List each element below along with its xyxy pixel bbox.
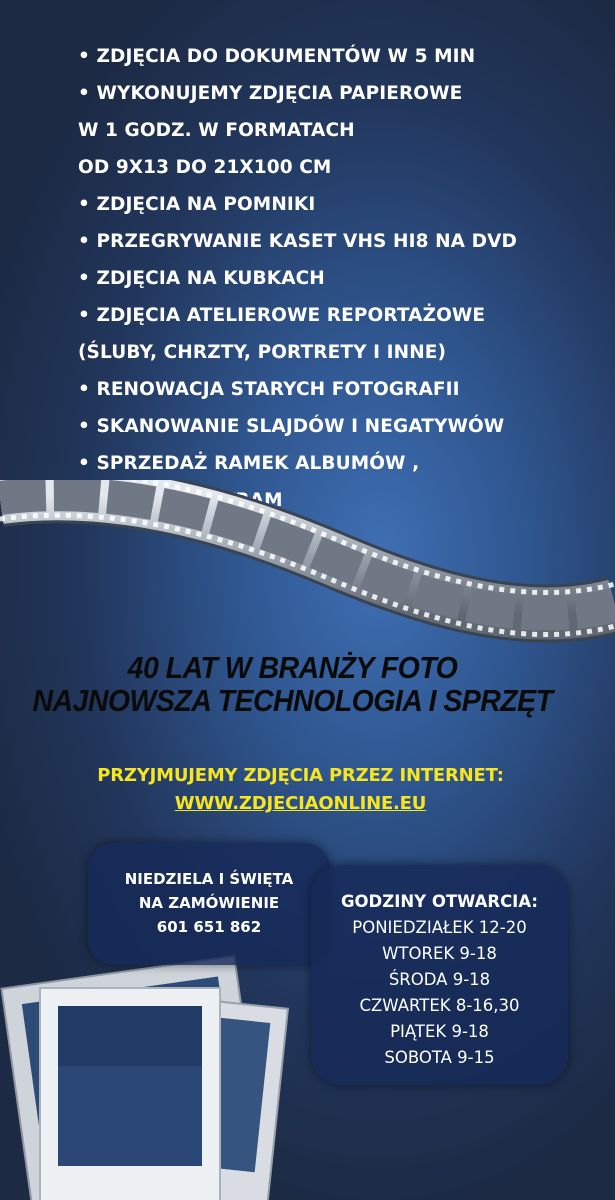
opening-hours-title: GODZINY OTWARCIA: [340, 892, 538, 911]
service-item [78, 149, 517, 186]
opening-hours-box [311, 865, 568, 1085]
service-item [78, 334, 517, 371]
website-link[interactable]: WWW.ZDJECIAONLINE.EU [174, 793, 427, 814]
service-item [78, 75, 517, 112]
service-text: • PRZEGRYWANIE KASET VHS HI8 NA DVD [78, 231, 517, 252]
service-text: • ZDJĘCIA DO DOKUMENTÓW W 5 MIN [78, 46, 475, 67]
service-text: • WYKONUJEMY ZDJĘCIA PAPIEROWE [78, 83, 462, 104]
hours-row: ŚRODA 9-18 [388, 970, 491, 989]
film-strip-graphic [0, 480, 615, 670]
hours-row: PONIEDZIAŁEK 12-20 [352, 918, 527, 937]
photo-frames-graphic [0, 930, 330, 1200]
service-text: BATERII , ANTYRAM [78, 490, 283, 511]
service-item [78, 112, 517, 149]
sunday-orders-box [88, 843, 330, 965]
service-item [78, 297, 517, 334]
sunday-line1: NIEDZIELA I ŚWIĘTA [124, 870, 294, 888]
service-item [78, 408, 517, 445]
services-list [78, 38, 517, 519]
service-item [78, 260, 517, 297]
service-text: • ZDJĘCIA ATELIEROWE REPORTAŻOWE [78, 305, 485, 326]
service-item [78, 371, 517, 408]
service-text: • SPRZEDAŻ RAMEK ALBUMÓW , [78, 453, 419, 474]
service-item [78, 38, 517, 75]
headline-technology: NAJNOWSZA TECHNOLOGIA I SPRZĘT [32, 683, 553, 718]
headline-years: 40 LAT W BRANŻY FOTO [127, 650, 458, 685]
service-text: W 1 GODZ. W FORMATACH [78, 120, 355, 141]
service-text: • ZDJĘCIA NA KUBKACH [78, 268, 325, 289]
service-text: (ŚLUBY, CHRZTY, PORTRETY I INNE) [78, 342, 447, 363]
service-text: • RENOWACJA STARYCH FOTOGRAFII [78, 379, 460, 400]
service-text: • ZDJĘCIA NA POMNIKI [78, 194, 315, 215]
internet-orders-text: PRZYJMUJEMY ZDJĘCIA PRZEZ INTERNET: [97, 765, 504, 786]
sunday-line2: NA ZAMÓWIENIE [138, 894, 280, 912]
service-item [78, 223, 517, 260]
service-text: • SKANOWANIE SLAJDÓW I NEGATYWÓW [78, 416, 504, 437]
hours-row: PIĄTEK 9-18 [390, 1022, 489, 1041]
hours-row: WTOREK 9-18 [382, 944, 497, 963]
service-item [78, 186, 517, 223]
service-item [78, 445, 517, 482]
hours-row: CZWARTEK 8-16,30 [359, 996, 520, 1015]
phone-number[interactable]: 601 651 862 [156, 918, 262, 936]
service-text: OD 9X13 DO 21X100 CM [78, 157, 332, 178]
hours-row: SOBOTA 9-15 [384, 1048, 495, 1067]
